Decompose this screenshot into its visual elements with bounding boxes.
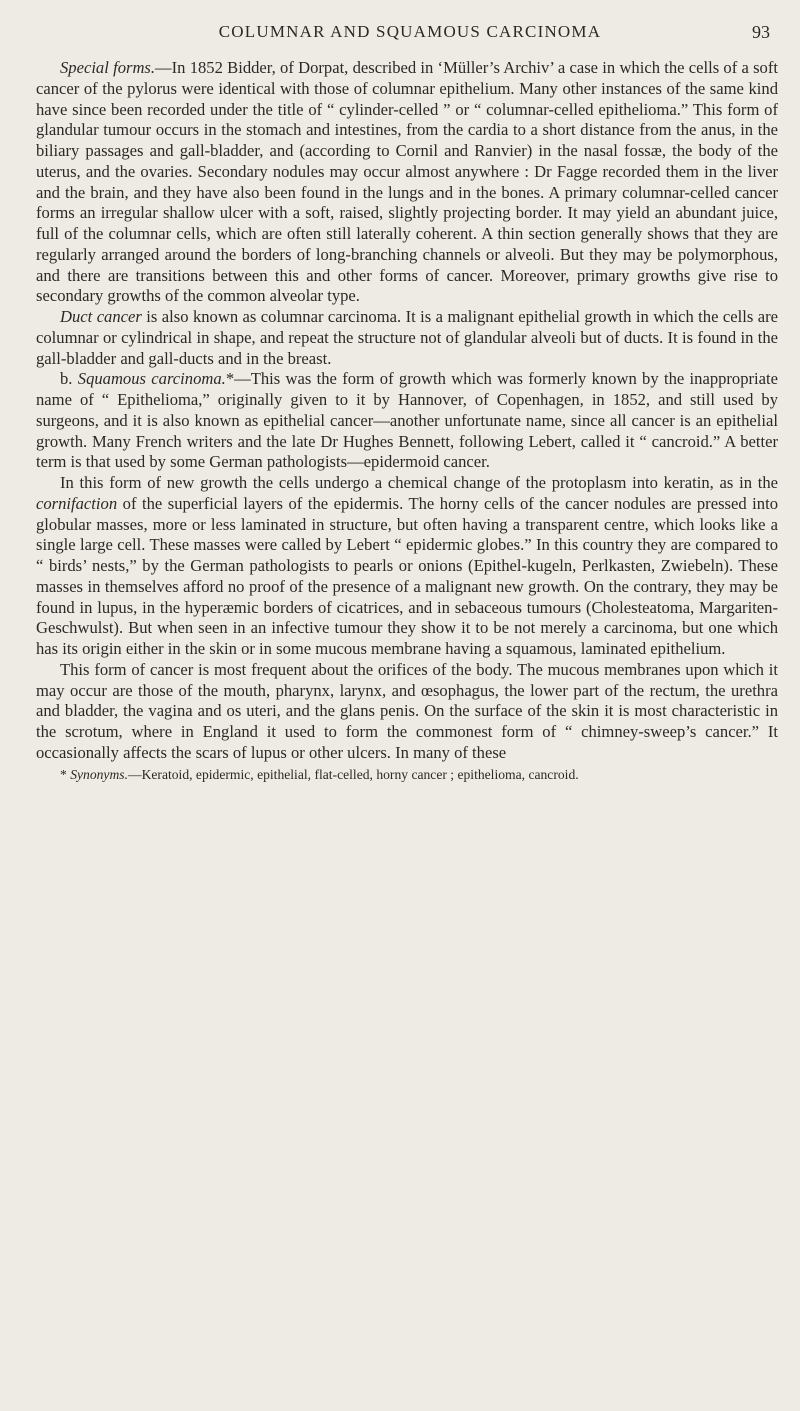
footnote-mark: * xyxy=(60,766,71,782)
paragraph-duct-cancer xyxy=(36,307,778,369)
footnote-text: —Keratoid, epidermic, epithelial, flat-celled, horny cancer ; epithelioma, cancroid. xyxy=(127,766,579,782)
footnote xyxy=(36,766,778,783)
paragraph-squamous-carcinoma xyxy=(36,369,778,473)
paragraph-lead: Special forms. xyxy=(60,58,156,77)
paragraph-text: This form of cancer is most frequent about the orifices of the body. The mucous membranes upon which it may occur are those of the mouth, pharynx, larynx, and œsophagus, the lower part of the rectum, the urethra and bladder, the vagina and os uteri, and the glans penis. On the surface of the skin it is most characteristic in the scrotum, where in England it used to form the commonest form of “ chimney-sweep’s cancer.” It occasionally affects the scars of lupus or other ulcers. In many of these xyxy=(36,659,778,762)
running-head: COLUMNAR AND SQUAMOUS CARCINOMA xyxy=(218,22,602,41)
paragraph-text: —In 1852 Bidder, of Dorpat, described in ‘Müller’s Archiv’ a case in which the cells of a soft cancer of the pylorus were identical with those of columnar epithelium. Many other instances of the same kind have since been recorded under the title of “ cylinder-celled ” or “ columnar-celled epithelioma.” This form of glandular tumour occurs in the stomach and intestines, from the cardia to a short distance from the anus, in the biliary passages and gall-bladder, and (according to Cornil and Ranvier) in the nasal fossæ, the body of the uterus, and the ovaries. Secondary nodules may occur almost anywhere : Dr Fagge recorded them in the liver and the brain, and they have also been found in the lungs and in the bones. A primary columnar-celled cancer forms an irregular shallow ulcer with a soft, raised, slightly projecting border. It may yield an abundant juice, full of the columnar cells, which are often still laterally coherent. A thin section generally shows that they are regularly arranged around the borders of long-branching channels or alveoli. But they may be polymorphous, and there are transitions between this and other forms of cancer. Moreover, primary growths give rise to secondary growths of the common alveolar type. xyxy=(36,58,778,306)
page-number: 93 xyxy=(752,22,770,42)
paragraph-keratin xyxy=(36,473,778,660)
paragraph-prefix: b. xyxy=(60,369,78,389)
paragraph-orifices xyxy=(36,660,778,764)
paragraph-text: In this form of new growth the cells undergo a chemical change of the protoplasm into keratin, as in the xyxy=(60,473,778,492)
paragraph-lead: Squamous carcinoma. xyxy=(77,369,226,389)
paragraph-lead: Duct cancer xyxy=(60,307,142,326)
page-header xyxy=(36,22,784,52)
footnote-lead: Synonyms. xyxy=(70,766,128,782)
page-body xyxy=(36,58,778,783)
paragraph-italic-term: cornifaction xyxy=(36,493,118,513)
paragraph-special-forms xyxy=(36,58,778,307)
paragraph-text: *—This was the form of growth which was formerly known by the inappropriate name of “ Epithelioma,” originally given to it by Hannover, of Copenhagen, in 1852, and still used by surgeons, and it is also known as epithelial cancer—another unfortunate name, since all cancer is an epithelial growth. Many French writers and the late Dr Hughes Bennett, following Lebert, called it “ cancroid.” A better term is that used by some German pathologists—epidermoid cancer. xyxy=(36,369,779,472)
paragraph-text: of the superficial layers of the epidermis. The horny cells of the cancer nodules are pressed into globular masses, more or less laminated in structure, but often having a transparent centre, which looks like a single large cell. These masses were called by Lebert “ epidermic globes.” In this country they are compared to “ birds’ nests,” by the German pathologists to pearls or onions (Epithel-kugeln, Perlkasten, Zwiebeln). These masses in themselves afford no proof of the presence of a malignant new growth. On the contrary, they may be found in lupus, in the hyperæmic borders of cicatrices, and in sebaceous tumours (Cholesteatoma, Margariten-Geschwulst). But when seen in an infective tumour they show it to be not merely a carcinoma, but one which has its origin either in the skin or in some mucous membrane having a squamous, laminated epithelium. xyxy=(36,493,778,658)
paragraph-text: is also known as columnar carcinoma. It is a malignant epithelial growth in which the cells are columnar or cylindrical in shape, and repeat the structure not of glandular alveoli but of ducts. It is found in the gall-bladder and gall-ducts and in the breast. xyxy=(36,307,778,368)
